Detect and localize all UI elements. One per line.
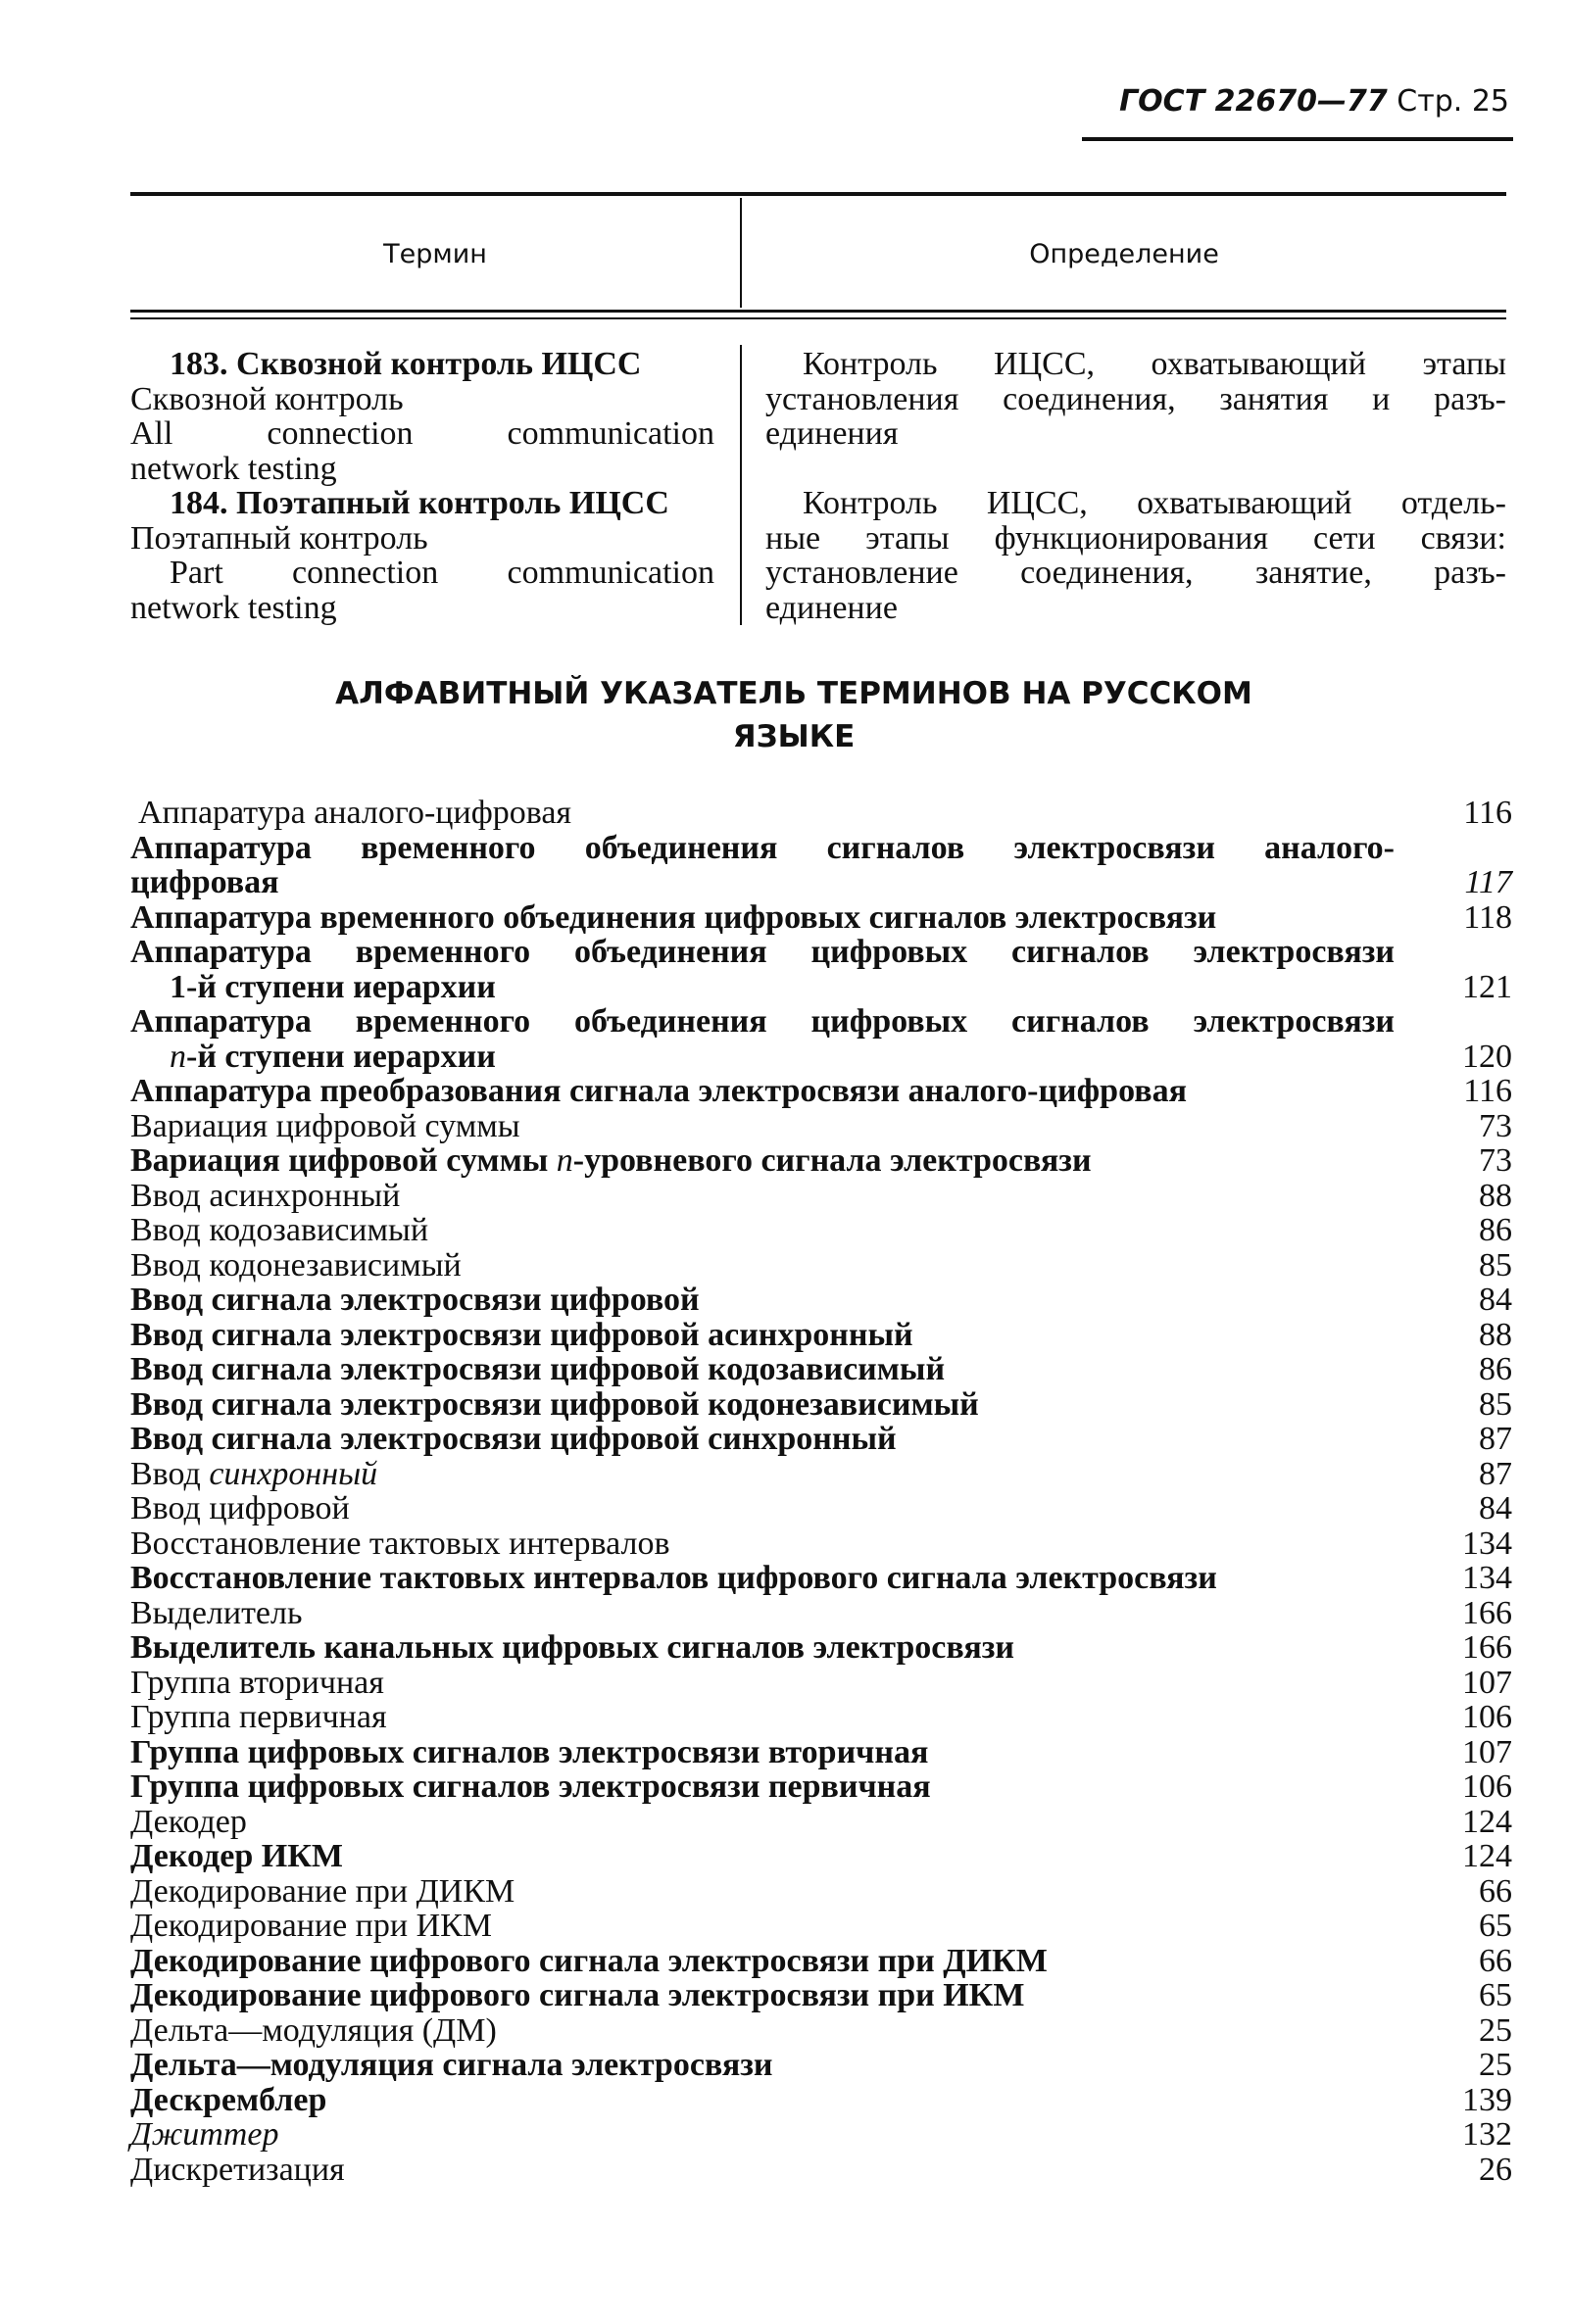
list-item: Выделитель канальных цифровых сигналов электросвязи 166	[130, 1629, 1512, 1666]
page-number: Стр. 25	[1397, 84, 1509, 119]
list-item: Аппаратура временного объединения цифровых сигналов электросвязи 118	[130, 898, 1512, 936]
term-title: 184. Поэтапный контроль ИЦСС	[170, 485, 669, 521]
table-row-definition-183	[765, 347, 1506, 452]
list-item: Дискретизация 26	[130, 2151, 1512, 2188]
list-item: Дельта—модуляция сигнала электросвязи 25	[130, 2047, 1512, 2083]
list-item: Выделитель 166	[130, 1594, 1512, 1631]
list-item: Ввод цифровой 84	[130, 1490, 1512, 1526]
list-item: Восстановление тактовых интервалов цифрового сигнала электросвязи 134	[130, 1560, 1512, 1596]
list-item: Аппаратура аналого-цифровая 116	[138, 795, 1512, 831]
list-item: Аппаратура временного объединения цифровых сигналов электросвязи n-й ступени иерархии 120	[130, 1003, 1512, 1075]
list-item: Группа вторичная 107	[130, 1664, 1512, 1701]
definition-line: установления соединения, занятия и разъ-	[765, 380, 1506, 417]
index-title-line: ЯЗЫКЕ	[732, 719, 856, 754]
list-item: Аппаратура временного объединения сигналов электросвязи аналого- цифровая 117	[130, 829, 1512, 900]
list-item: Аппаратура временного объединения цифровых сигналов электросвязи 1-й ступени иерархии 121	[130, 934, 1512, 1005]
list-item: Декодирование при ИКМ 65	[130, 1908, 1512, 1944]
table-row-definition-184	[765, 486, 1506, 625]
list-item: Декодирование цифрового сигнала электросвязи при ИКМ 65	[130, 1977, 1512, 2013]
term-synonym: Поэтапный контроль	[130, 519, 428, 557]
term-synonym: Сквозной контроль	[130, 380, 404, 417]
definition-line: единения	[765, 415, 899, 452]
list-item: Ввод сигнала электросвязи цифровой синхронный 87	[130, 1421, 1512, 1457]
index-title-line: АЛФАВИТНЫЙ УКАЗАТЕЛЬ ТЕРМИНОВ НА РУССКОМ	[335, 676, 1252, 711]
table-top-rule	[130, 192, 1506, 196]
definition-line: единение	[765, 589, 898, 626]
list-item: Группа цифровых сигналов электросвязи первичная 106	[130, 1768, 1512, 1805]
term-english: Part connection communication	[170, 555, 714, 591]
list-item: Декодер ИКМ 124	[130, 1838, 1512, 1874]
definition-line: Контроль ИЦСС, охватывающий этапы	[803, 346, 1506, 382]
column-header-term: Термин	[383, 239, 487, 269]
list-item: Декодирование цифрового сигнала электросвязи при ДИКМ 66	[130, 1942, 1512, 1979]
list-item: Группа первичная 106	[130, 1699, 1512, 1735]
list-item: Ввод кодонезависимый 85	[130, 1246, 1512, 1283]
column-header-definition: Определение	[1029, 239, 1219, 269]
table-row-term-184	[130, 486, 714, 625]
list-item: Декодер 124	[130, 1803, 1512, 1840]
column-divider-body	[740, 345, 742, 625]
list-item: Вариация цифровой суммы n-уровневого сигнала электросвязи 73	[130, 1142, 1512, 1179]
list-item: Группа цифровых сигналов электросвязи вторичная 107	[130, 1733, 1512, 1770]
list-item: Ввод сигнала электросвязи цифровой асинхронный 88	[130, 1316, 1512, 1353]
list-item: Ввод сигнала электросвязи цифровой кодонезависимый 85	[130, 1385, 1512, 1423]
page-header	[1088, 84, 1509, 119]
term-english: All connection communication	[130, 415, 714, 452]
alphabetical-index	[130, 796, 1512, 2187]
list-item: Декодирование при ДИКМ 66	[130, 1872, 1512, 1910]
index-title	[196, 672, 1392, 758]
term-english-cont: network testing	[130, 589, 337, 626]
definition-line: ные этапы функционирования сети связи:	[765, 519, 1506, 557]
list-item: Джиттер 132	[130, 2116, 1512, 2153]
list-item: Дельта—модуляция (ДМ) 25	[130, 2011, 1512, 2049]
list-item: Ввод кодозависимый 86	[130, 1212, 1512, 1248]
list-item: Вариация цифровой суммы 73	[130, 1107, 1512, 1144]
terms-table	[130, 192, 1506, 631]
table-row-term-183	[130, 347, 714, 486]
list-item: Аппаратура преобразования сигнала электросвязи аналого-цифровая 116	[130, 1073, 1512, 1109]
list-item: Дескремблер 139	[130, 2081, 1512, 2118]
list-item: Ввод сигнала электросвязи цифровой кодозависимый 86	[130, 1351, 1512, 1387]
list-item: Ввод сигнала электросвязи цифровой 84	[130, 1282, 1512, 1318]
term-english-cont: network testing	[130, 450, 337, 487]
header-rule-2	[130, 317, 1506, 319]
term-title: 183. Сквозной контроль ИЦСС	[170, 346, 642, 382]
standard-code: ГОСТ 22670—77	[1119, 84, 1388, 119]
list-item: Ввод асинхронный 88	[130, 1177, 1512, 1214]
definition-line: установление соединения, занятие, разъ-	[765, 555, 1506, 591]
column-divider	[740, 198, 742, 308]
definition-line: Контроль ИЦСС, охватывающий отдель-	[803, 485, 1506, 521]
list-item: Ввод синхронный 87	[130, 1455, 1512, 1492]
list-item: Восстановление тактовых интервалов 134	[130, 1525, 1512, 1562]
header-rule-1	[130, 310, 1506, 313]
header-rule	[1082, 137, 1513, 141]
